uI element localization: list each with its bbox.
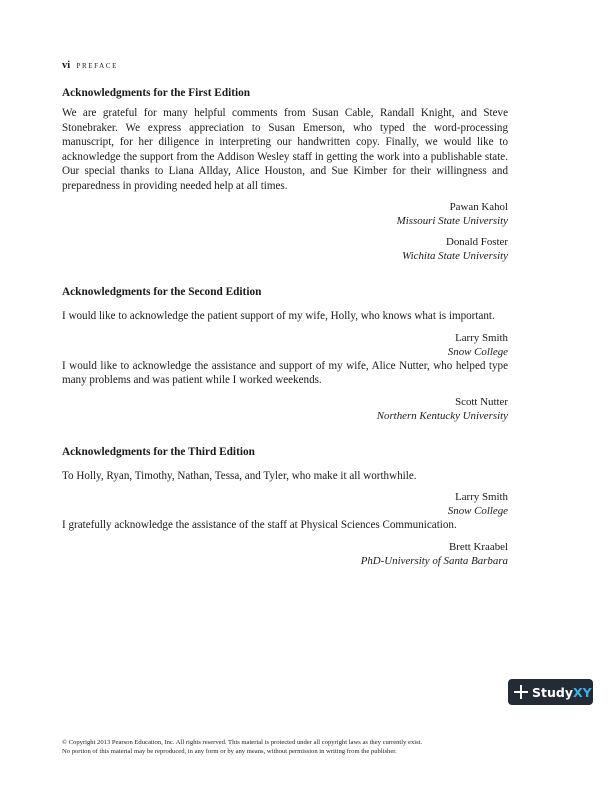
- signature: [62, 331, 508, 359]
- paragraph: I would like to acknowledge the patient support of my wife, Holly, who knows what is important.: [62, 310, 495, 322]
- signature-affiliation: PhD-University of Santa Barbara: [360, 554, 508, 567]
- signature: [62, 200, 508, 228]
- signature-name: Pawan Kahol: [449, 201, 508, 213]
- section-heading: Acknowledgments for the Third Edition: [62, 445, 255, 458]
- paragraph: I would like to acknowledge the assistance and support of my wife, Alice Nutter, who helped type many problems and was patient while I worked weekends.: [62, 359, 508, 386]
- signature-name: Scott Nutter: [455, 395, 508, 408]
- signature-affiliation: Snow College: [447, 345, 508, 358]
- paragraph: I gratefully acknowledge the assistance of the staff at Physical Sciences Communication.: [62, 519, 457, 531]
- signature: [62, 540, 508, 568]
- footer-line: No portion of this material may be reproduced, in any form or by any means, without permission in writing from the publisher.: [62, 748, 397, 755]
- signature-affiliation: Northern Kentucky University: [376, 409, 508, 422]
- footer-line: © Copyright 2013 Pearson Education, Inc. All rights reserved. This material is protected under all copyright laws as they currently exist.: [62, 739, 423, 746]
- page: [62, 0, 508, 792]
- signature-name: Larry Smith: [455, 491, 508, 503]
- badge-brand: [532, 685, 592, 700]
- section-third-edition: [62, 445, 508, 568]
- studyxy-badge[interactable]: [508, 679, 593, 705]
- signature-affiliation: Missouri State University: [396, 215, 508, 227]
- signature-affiliation: Wichita State University: [402, 250, 508, 262]
- badge-brand-suffix: XY: [572, 684, 592, 700]
- section-heading: Acknowledgments for the First Edition: [62, 87, 251, 99]
- content: [62, 86, 508, 590]
- signature-name: Brett Kraabel: [449, 540, 508, 553]
- page-number: vi: [62, 60, 71, 71]
- signature: [62, 235, 508, 263]
- signature: [62, 395, 508, 423]
- signature: [62, 490, 508, 518]
- signature-name: Larry Smith: [455, 331, 508, 344]
- section-heading: Acknowledgments for the Second Edition: [62, 286, 262, 298]
- paragraph: We are grateful for many helpful comments from Susan Cable, Randall Knight, and Steve Stonebraker. We express appreciation to Susan Emerson, who typed the word-processing manuscript, for her diligence in interpreting our handwritten copy. Finally, we would like to acknowledge the support from the Addison Wesley staff in getting the work into a publishable state. Our special thanks to Liana Allday, Alice Houston, and Sue Kimber for their willingness and preparedness in providing needed help at all times.: [62, 107, 508, 192]
- plus-icon: [514, 685, 528, 699]
- running-title: PREFACE: [76, 62, 118, 70]
- signature-affiliation: Snow College: [447, 505, 508, 517]
- signature-name: Donald Foster: [445, 236, 508, 248]
- section-first-edition: [62, 86, 508, 263]
- paragraph: To Holly, Ryan, Timothy, Nathan, Tessa, and Tyler, who make it all worthwhile.: [62, 469, 417, 482]
- running-head: [62, 60, 118, 71]
- badge-brand-prefix: Study: [532, 684, 573, 700]
- copyright-footer: [62, 738, 532, 756]
- section-second-edition: [62, 285, 508, 423]
